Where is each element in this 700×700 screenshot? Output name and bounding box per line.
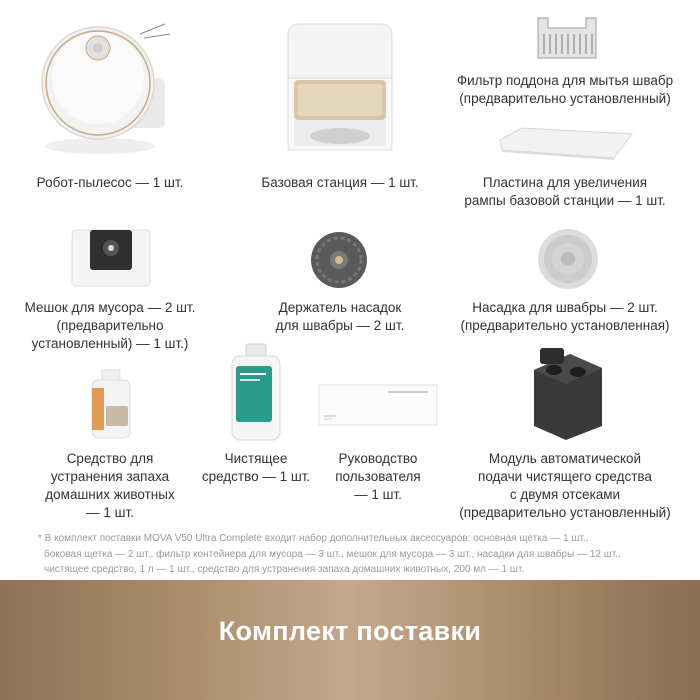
- footnote-line: боковая щетка — 2 шт., фильтр контейнера для мусора — 3 шт., мешок для мусора — 3 шт., насадки для швабры — 12 шт.,: [44, 548, 621, 560]
- mop-tray-filter-caption: Фильтр поддона для мытья швабр (предварительно установленный): [456, 73, 674, 106]
- odor-remover-caption: Средство для устранения запаха домашних животных — 1 шт.: [45, 451, 175, 520]
- footnote-line: чистящее средство, 1 л — 1 шт., средство для устранения запаха домашних животных, 200 мл — 1 шт.: [44, 564, 525, 575]
- user-manual-image: [318, 384, 438, 431]
- mop-pad-image: [537, 228, 599, 295]
- base-station-image: [284, 22, 396, 157]
- dust-bag-caption: Мешок для мусора — 2 шт. (предварительно установленный) — 1 шт.): [24, 300, 196, 351]
- mop-holder-image: [309, 230, 369, 295]
- robot-vacuum-image: [40, 18, 175, 163]
- mop-holder-caption: Держатель насадок для швабры — 2 шт.: [275, 300, 405, 333]
- ramp-plate-image: [496, 124, 636, 165]
- cleaner-bottle-image: [228, 342, 284, 447]
- banner-title: Комплект поставки: [218, 616, 482, 646]
- bottom-banner: [0, 580, 700, 700]
- cleaner-caption: Чистящее средство — 1 шт.: [201, 451, 311, 484]
- mop-tray-filter-image: [536, 14, 598, 65]
- mop-pad-caption: Насадка для швабры — 2 шт. (предварительно установленная): [460, 300, 670, 333]
- detergent-module-caption: Модуль автоматической подачи чистящего средства с двумя отсеками (предварительно установленный): [459, 451, 671, 520]
- footnote-line: * В комплект поставки MOVA V50 Ultra Complete входит набор дополнительных аксессуаров: основная щетка — 1 шт.,: [38, 533, 589, 544]
- dust-bag-image: [70, 226, 152, 293]
- robot-caption: Робот-пылесос — 1 шт.: [36, 175, 184, 190]
- detergent-module-image: [530, 346, 604, 447]
- footnote: [38, 531, 678, 578]
- user-manual-caption: Руководство пользователя — 1 шт.: [335, 451, 421, 502]
- ramp-plate-caption: Пластина для увеличения рампы базовой станции — 1 шт.: [464, 175, 666, 208]
- base-station-caption: Базовая станция — 1 шт.: [261, 175, 419, 190]
- odor-remover-image: [88, 368, 134, 445]
